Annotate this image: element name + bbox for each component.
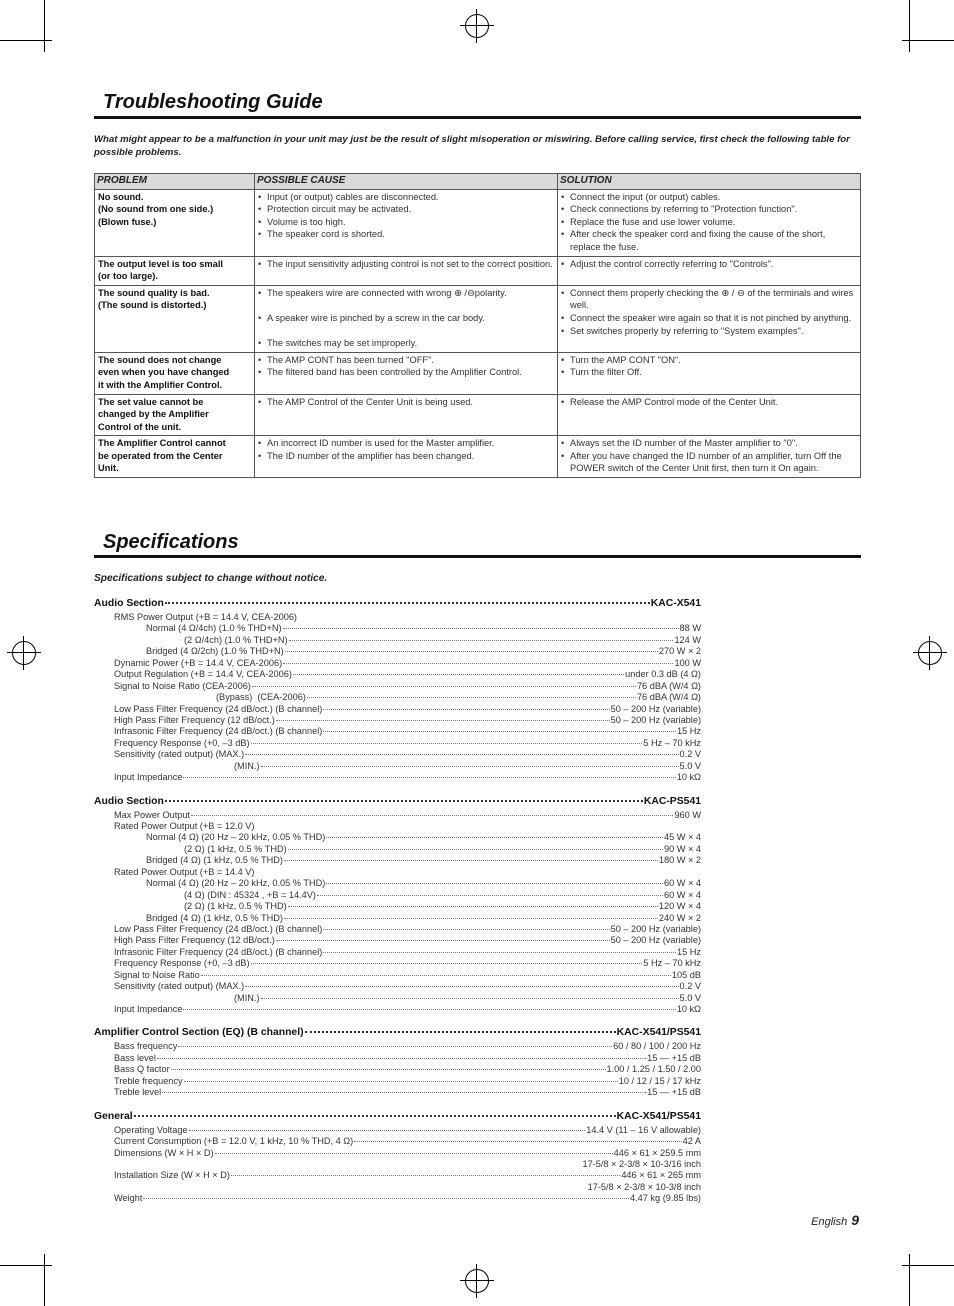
- column-header-cause: POSSIBLE CAUSE: [255, 174, 558, 190]
- spec-label: Dimensions (W × H × D): [114, 1147, 214, 1158]
- spec-value: 10 kΩ: [676, 772, 701, 783]
- problem-line: be operated from the Center: [98, 450, 223, 461]
- solution-item: • After check the speaker cord and fixing the cause of the short, replace the fuse.: [561, 228, 857, 253]
- troubleshooting-table: [94, 173, 861, 478]
- solutions-list: [561, 354, 857, 379]
- crop-mark: [909, 1254, 910, 1306]
- spec-section-model: KAC-X541: [650, 598, 701, 609]
- dot-leader: [165, 602, 650, 604]
- troubleshooting-intro: What might appear to be a malfunction in your unit may just be the result of slight misoperation or miswiring. Before calling service, first check the following table for possible problems.: [94, 134, 850, 158]
- cause-item: • Protection circuit may be activated.: [258, 203, 554, 216]
- spec-label: Normal (4 Ω) (20 Hz – 20 kHz, 0.05 % THD): [146, 832, 326, 843]
- dot-leader: [143, 1198, 629, 1199]
- dot-leader: [261, 998, 679, 999]
- spec-label: (MIN.): [234, 992, 260, 1003]
- dot-leader: [261, 766, 679, 767]
- spec-section-name: General: [94, 1110, 133, 1122]
- problem-cell: [95, 285, 255, 352]
- spec-label: Output Regulation (+B = 14.4 V, CEA-2006): [114, 669, 292, 680]
- dot-leader: [162, 1092, 643, 1093]
- solution-item: • Turn the AMP CONT "ON".: [561, 354, 857, 367]
- spec-row: [94, 867, 701, 878]
- spec-value: 120 W × 4: [658, 901, 701, 912]
- dot-leader: [251, 743, 643, 744]
- spec-value: 88 W: [679, 623, 701, 634]
- specifications-title: Specifications: [103, 531, 239, 553]
- spec-row: [94, 1193, 701, 1204]
- spec-row: [94, 612, 701, 623]
- spec-value: 50 – 200 Hz (variable): [610, 923, 701, 934]
- spec-label: Normal (4 Ω) (20 Hz – 20 kHz, 0.05 % THD): [146, 878, 326, 889]
- spec-section-name: Audio Section: [94, 795, 164, 807]
- cause-item: • The speaker cord is shorted.: [258, 228, 554, 241]
- spec-label: Low Pass Filter Frequency (24 dB/oct.) (B channel): [114, 703, 323, 714]
- dot-leader: [285, 651, 658, 652]
- troubleshooting-rows: [95, 189, 861, 477]
- spec-value: 15 Hz: [676, 946, 701, 957]
- problem-cell: [95, 436, 255, 478]
- registration-mark-icon: [465, 1269, 489, 1293]
- cause-cell: [255, 189, 558, 256]
- crop-mark: [909, 0, 910, 52]
- solution-item: • Connect the input (or output) cables.: [561, 191, 857, 204]
- dot-leader: [289, 640, 674, 641]
- spec-row: [94, 715, 701, 726]
- spec-row: [94, 646, 701, 657]
- spec-row: [94, 844, 701, 855]
- spec-label: Frequency Response (+0, –3 dB): [114, 958, 250, 969]
- dot-leader: [276, 720, 610, 721]
- problem-line: (The sound is distorted.): [98, 300, 207, 311]
- spec-row: [94, 658, 701, 669]
- dot-leader: [245, 986, 678, 987]
- spec-value: 105 dB: [671, 969, 701, 980]
- cause-item: • The ID number of the amplifier has been changed.: [258, 450, 554, 463]
- spec-label: High Pass Filter Frequency (12 dB/oct.): [114, 714, 275, 725]
- spec-section: [94, 598, 701, 784]
- spec-value: 76 dBA (W/4 Ω): [636, 692, 701, 703]
- spec-row: [94, 1159, 701, 1170]
- solutions-list: [561, 258, 857, 271]
- problem-line: (No sound from one side.): [98, 204, 214, 215]
- spec-value: 446 × 61 × 265 mm: [621, 1170, 701, 1181]
- spec-label: Input Impedance: [114, 1004, 183, 1014]
- table-header-row: [95, 174, 861, 190]
- spec-row: [94, 1064, 701, 1075]
- dot-leader: [283, 628, 679, 629]
- crop-mark: [0, 40, 52, 41]
- solution-item: • After you have changed the ID number of an amplifier, turn Off the POWER switch of the Center Unit first, then turn it On again.: [561, 450, 857, 475]
- dot-leader: [201, 975, 671, 976]
- spec-section-model: KAC-PS541: [643, 795, 701, 807]
- spec-value: 14.4 V (11 – 16 V allowable): [586, 1124, 701, 1135]
- spec-row: [94, 832, 701, 843]
- spec-label: Installation Size (W × H × D): [114, 1170, 230, 1181]
- spec-section-name: Amplifier Control Section (EQ) (B channel): [94, 1027, 304, 1039]
- spec-label: Bass level: [114, 1052, 156, 1063]
- cause-cell: [255, 394, 558, 436]
- spec-label: Bridged (4 Ω) (1 kHz, 0.5 % THD): [146, 855, 283, 866]
- spec-section: [94, 1027, 701, 1098]
- dot-leader: [326, 883, 663, 884]
- spec-row: [94, 692, 701, 703]
- dot-leader: [323, 952, 676, 953]
- spec-value: 5.0 V: [679, 992, 701, 1003]
- dot-leader: [288, 849, 663, 850]
- problem-line: (or too large).: [98, 271, 158, 282]
- spec-label: Bass Q factor: [114, 1064, 170, 1075]
- problem-line: No sound.: [98, 191, 144, 202]
- solution-cell: [558, 285, 861, 352]
- cause-item: • Volume is too high.: [258, 216, 554, 229]
- spec-value: 45 W × 4: [663, 832, 701, 843]
- dot-leader: [178, 1046, 612, 1047]
- spec-section: [94, 796, 701, 1016]
- solutions-list: [561, 191, 857, 254]
- spec-label: Low Pass Filter Frequency (24 dB/oct.) (B channel): [114, 923, 323, 934]
- cause-item: • The AMP CONT has been turned "OFF".: [258, 354, 554, 367]
- spec-label: Normal (4 Ω/4ch) (1.0 % THD+N): [146, 623, 282, 634]
- cause-cell: [255, 352, 558, 394]
- solution-item: • Release the AMP Control mode of the Center Unit.: [561, 396, 857, 409]
- solution-cell: [558, 189, 861, 256]
- dot-leader: [251, 963, 643, 964]
- cause-item: • The input sensitivity adjusting control is not set to the correct position.: [258, 258, 554, 271]
- dot-leader: [323, 929, 609, 930]
- spec-row: [94, 981, 701, 992]
- spec-value: 10 / 12 / 15 / 17 kHz: [618, 1075, 701, 1086]
- problem-line: even when you have changed: [98, 367, 230, 378]
- cause-item: • Input (or output) cables are disconnected.: [258, 191, 554, 204]
- spec-label: (2 Ω) (1 kHz, 0.5 % THD): [184, 901, 287, 912]
- spec-label: Signal to Noise Ratio (CEA-2006): [114, 680, 251, 691]
- spec-value: 5 Hz – 70 kHz: [643, 737, 701, 748]
- spec-section-header: [94, 1111, 701, 1125]
- causes-list: [258, 258, 554, 271]
- spec-label: Max Power Output: [114, 809, 191, 820]
- spec-label: (MIN.): [234, 760, 260, 771]
- spec-value: 17-5/8 × 2-3/8 × 10-3/16 inch: [582, 1158, 701, 1169]
- spec-row: [94, 1041, 701, 1052]
- spec-label: (2 Ω) (1 kHz, 0.5 % THD): [184, 843, 287, 854]
- spec-value: 446 × 61 × 259.5 mm: [613, 1147, 701, 1158]
- solutions-list: [561, 396, 857, 409]
- spec-value: 60 W × 4: [663, 878, 701, 889]
- spec-row: [94, 1170, 701, 1181]
- page-footer: [811, 1212, 859, 1228]
- dot-leader: [183, 1009, 675, 1010]
- spec-value: 60 W × 4: [663, 889, 701, 900]
- spec-row: [94, 738, 701, 749]
- dot-leader: [231, 1175, 620, 1176]
- problem-line: The sound does not change: [98, 354, 222, 365]
- registration-mark-icon: [918, 641, 942, 665]
- spec-label: Bridged (4 Ω) (1 kHz, 0.5 % THD): [146, 912, 283, 923]
- spec-row: [94, 1136, 701, 1147]
- dot-leader: [307, 697, 636, 698]
- causes-list: [258, 396, 554, 409]
- dot-leader: [284, 918, 658, 919]
- spec-section-model: KAC-X541/PS541: [616, 1110, 701, 1122]
- solution-item: • Always set the ID number of the Master amplifier to "0".: [561, 437, 857, 450]
- spec-value: 42 A: [682, 1136, 701, 1147]
- spec-value: 5.0 V: [679, 760, 701, 771]
- spec-row: [94, 704, 701, 715]
- spec-row: [94, 635, 701, 646]
- solution-cell: [558, 352, 861, 394]
- spec-value: 270 W × 2: [658, 646, 701, 657]
- spec-row: [94, 890, 701, 901]
- dot-leader: [276, 940, 610, 941]
- table-row: [95, 256, 861, 285]
- solution-item: • Connect the speaker wire again so that it is not pinched by anything.: [561, 312, 857, 325]
- spec-value: 90 W × 4: [663, 843, 701, 854]
- spec-value: 4.47 kg (9.85 lbs): [630, 1193, 701, 1204]
- spec-value: 180 W × 2: [658, 855, 701, 866]
- spec-label: Signal to Noise Ratio: [114, 969, 200, 980]
- dot-leader: [191, 815, 673, 816]
- spec-row: [94, 1182, 701, 1193]
- registration-mark-icon: [465, 14, 489, 38]
- problem-line: it with the Amplifier Control.: [98, 379, 223, 390]
- problem-line: The output level is too small: [98, 258, 224, 269]
- dot-leader: [157, 1058, 643, 1059]
- spec-value: 76 dBA (W/4 Ω): [636, 680, 701, 691]
- spec-section-header: [94, 1027, 701, 1041]
- table-row: [95, 436, 861, 478]
- column-header-solution: SOLUTION: [558, 174, 861, 190]
- dot-leader: [317, 895, 663, 896]
- spec-label: (4 Ω) (DIN : 45324 , +B = 14.4V): [184, 889, 316, 900]
- solution-cell: [558, 394, 861, 436]
- spec-section: [94, 1111, 701, 1205]
- spec-section-header: [94, 796, 701, 810]
- spec-value: 10 kΩ: [676, 1004, 701, 1014]
- table-row: [95, 352, 861, 394]
- table-row: [95, 189, 861, 256]
- problem-line: The set value cannot be: [98, 396, 204, 407]
- spec-row: [94, 761, 701, 772]
- spec-label: Rated Power Output (+B = 12.0 V): [114, 821, 255, 831]
- spec-row: [94, 821, 701, 832]
- solutions-list: [561, 437, 857, 475]
- spec-row: [94, 681, 701, 692]
- problem-cell: [95, 394, 255, 436]
- spec-row: [94, 772, 701, 783]
- spec-row: [94, 913, 701, 924]
- spec-label: Dynamic Power (+B = 14.4 V, CEA-2006): [114, 657, 283, 668]
- spec-label: Infrasonic Filter Frequency (24 dB/oct.) (B channel): [114, 946, 323, 957]
- solution-item: • Turn the filter Off.: [561, 366, 857, 379]
- solution-cell: [558, 256, 861, 285]
- footer-language: English: [811, 1216, 848, 1228]
- spec-label: Bridged (4 Ω/2ch) (1.0 % THD+N): [146, 646, 284, 657]
- dot-leader: [189, 1130, 586, 1131]
- spec-label: Bass frequency: [114, 1041, 178, 1052]
- dot-leader: [284, 860, 658, 861]
- solution-item: • Connect them properly checking the ⊕ / ⊖ of the terminals and wires well.: [561, 287, 857, 312]
- cause-cell: [255, 285, 558, 352]
- problem-line: The Amplifier Control cannot: [98, 438, 226, 449]
- spec-value: 960 W: [674, 809, 701, 820]
- solution-item: • Replace the fuse and use lower volume.: [561, 216, 857, 229]
- spec-row: [94, 935, 701, 946]
- spec-value: under 0.3 dB (4 Ω): [625, 669, 701, 680]
- cause-cell: [255, 436, 558, 478]
- column-header-problem: PROBLEM: [95, 174, 255, 190]
- spec-label: Sensitivity (rated output) (MAX.): [114, 981, 245, 992]
- spec-label: Rated Power Output (+B = 14.4 V): [114, 866, 255, 877]
- dot-leader: [323, 731, 676, 732]
- dot-leader: [183, 777, 675, 778]
- registration-mark-icon: [12, 641, 36, 665]
- spec-value: 240 W × 2: [658, 912, 701, 923]
- spec-label: High Pass Filter Frequency (12 dB/oct.): [114, 935, 275, 946]
- spec-label: Infrasonic Filter Frequency (24 dB/oct.) (B channel): [114, 726, 323, 737]
- spec-label: Treble frequency: [114, 1075, 183, 1086]
- problem-cell: [95, 189, 255, 256]
- spec-value: -15 — +15 dB: [644, 1087, 701, 1098]
- spec-value: -15 — +15 dB: [644, 1052, 701, 1063]
- dot-leader: [171, 1069, 606, 1070]
- dot-leader: [252, 686, 636, 687]
- spec-row: [94, 947, 701, 958]
- spec-label: (Bypass) (CEA-2006): [216, 692, 306, 703]
- dot-leader: [288, 906, 658, 907]
- spec-value: 1.00 / 1.25 / 1.50 / 2.00: [606, 1064, 701, 1075]
- spec-label: Sensitivity (rated output) (MAX.): [114, 749, 245, 760]
- cause-item: • An incorrect ID number is used for the Master amplifier.: [258, 437, 554, 450]
- spec-row: [94, 878, 701, 889]
- title-rule: [94, 116, 861, 119]
- spec-row: [94, 623, 701, 634]
- page-number: 9: [851, 1212, 859, 1228]
- spec-row: [94, 1053, 701, 1064]
- dot-leader: [354, 1141, 681, 1142]
- causes-list: [258, 354, 554, 379]
- spec-value: 50 – 200 Hz (variable): [610, 703, 701, 714]
- dot-leader: [293, 674, 624, 675]
- solution-item: • Adjust the control correctly referring to "Controls".: [561, 258, 857, 271]
- cause-item: • The speakers wire are connected with wrong ⊕ /⊖polarity.: [258, 287, 554, 300]
- crop-mark: [0, 1265, 52, 1266]
- spec-value: 50 – 200 Hz (variable): [610, 714, 701, 725]
- spec-row: [94, 810, 701, 821]
- problem-cell: [95, 352, 255, 394]
- cause-item: • The AMP Control of the Center Unit is being used.: [258, 396, 554, 409]
- crop-mark: [44, 1254, 45, 1306]
- problem-cell: [95, 256, 255, 285]
- dot-leader: [184, 1081, 618, 1082]
- solution-cell: [558, 436, 861, 478]
- spec-row: [94, 1076, 701, 1087]
- spec-value: 50 – 200 Hz (variable): [610, 935, 701, 946]
- spec-row: [94, 726, 701, 737]
- cause-item: • A speaker wire is pinched by a screw in the car body.: [258, 312, 554, 325]
- crop-mark: [44, 0, 45, 52]
- spec-value: 0.2 V: [679, 981, 701, 992]
- problem-line: (Blown fuse.): [98, 216, 157, 227]
- spec-label: Frequency Response (+0, –3 dB): [114, 737, 250, 748]
- problem-line: The sound quality is bad.: [98, 287, 210, 298]
- spec-row: [94, 1125, 701, 1136]
- spec-row: [94, 993, 701, 1004]
- dot-leader: [323, 709, 609, 710]
- causes-list: [258, 191, 554, 241]
- problem-line: Control of the unit.: [98, 421, 182, 432]
- cause-cell: [255, 256, 558, 285]
- dot-leader: [326, 837, 663, 838]
- spec-section-name: Audio Section: [94, 598, 164, 609]
- dot-leader: [134, 1115, 616, 1117]
- spec-label: Input Impedance: [114, 772, 183, 783]
- spec-label: Current Consumption (+B = 12.0 V, 1 kHz, 10 % THD, 4 Ω): [114, 1136, 354, 1147]
- specifications-list: [94, 598, 701, 1217]
- troubleshooting-title: Troubleshooting Guide: [103, 91, 323, 113]
- problem-line: Unit.: [98, 463, 119, 474]
- spec-row: [94, 1148, 701, 1159]
- spec-value: 5 Hz – 70 kHz: [643, 958, 701, 969]
- problem-line: changed by the Amplifier: [98, 409, 209, 420]
- causes-list: [258, 437, 554, 462]
- spec-section-model: KAC-X541/PS541: [616, 1027, 701, 1039]
- spec-row: [94, 901, 701, 912]
- crop-mark: [902, 40, 954, 41]
- spec-row: [94, 855, 701, 866]
- spec-row: [94, 970, 701, 981]
- spec-label: (2 Ω/4ch) (1.0 % THD+N): [184, 634, 288, 645]
- table-row: [95, 394, 861, 436]
- spec-label: Weight: [114, 1193, 143, 1204]
- dot-leader: [283, 663, 673, 664]
- spec-label: Operating Voltage: [114, 1124, 188, 1135]
- title-rule: [94, 555, 861, 558]
- spec-label: Treble level: [114, 1087, 162, 1098]
- spec-value: 0.2 V: [679, 749, 701, 760]
- spec-row: [94, 749, 701, 760]
- spec-row: [94, 1004, 701, 1015]
- crop-mark: [902, 1265, 954, 1266]
- dot-leader: [215, 1153, 613, 1154]
- spec-row: [94, 669, 701, 680]
- spec-section-header: [94, 598, 701, 612]
- specifications-note: Specifications subject to change without notice.: [94, 573, 328, 584]
- cause-item: • The switches may be set improperly.: [258, 337, 554, 350]
- spec-value: 60 / 80 / 100 / 200 Hz: [613, 1041, 701, 1052]
- dot-leader: [165, 800, 643, 802]
- spec-value: 100 W: [674, 657, 701, 668]
- spec-row: [94, 958, 701, 969]
- spec-row: [94, 924, 701, 935]
- table-row: [95, 285, 861, 352]
- dot-leader: [305, 1031, 616, 1033]
- spec-label: RMS Power Output (+B = 14.4 V, CEA-2006): [114, 612, 297, 622]
- dot-leader: [245, 754, 678, 755]
- spec-value: 124 W: [674, 634, 701, 645]
- spec-row: [94, 1087, 701, 1098]
- solution-item: • Check connections by referring to "Protection function".: [561, 203, 857, 216]
- causes-list: [258, 287, 554, 350]
- solution-item: • Set switches properly by referring to "System examples".: [561, 325, 857, 338]
- spec-value: 15 Hz: [676, 726, 701, 737]
- solutions-list: [561, 287, 857, 337]
- cause-item: • The filtered band has been controlled by the Amplifier Control.: [258, 366, 554, 379]
- spec-value: 17-5/8 × 2-3/8 × 10-3/8 inch: [587, 1181, 701, 1192]
